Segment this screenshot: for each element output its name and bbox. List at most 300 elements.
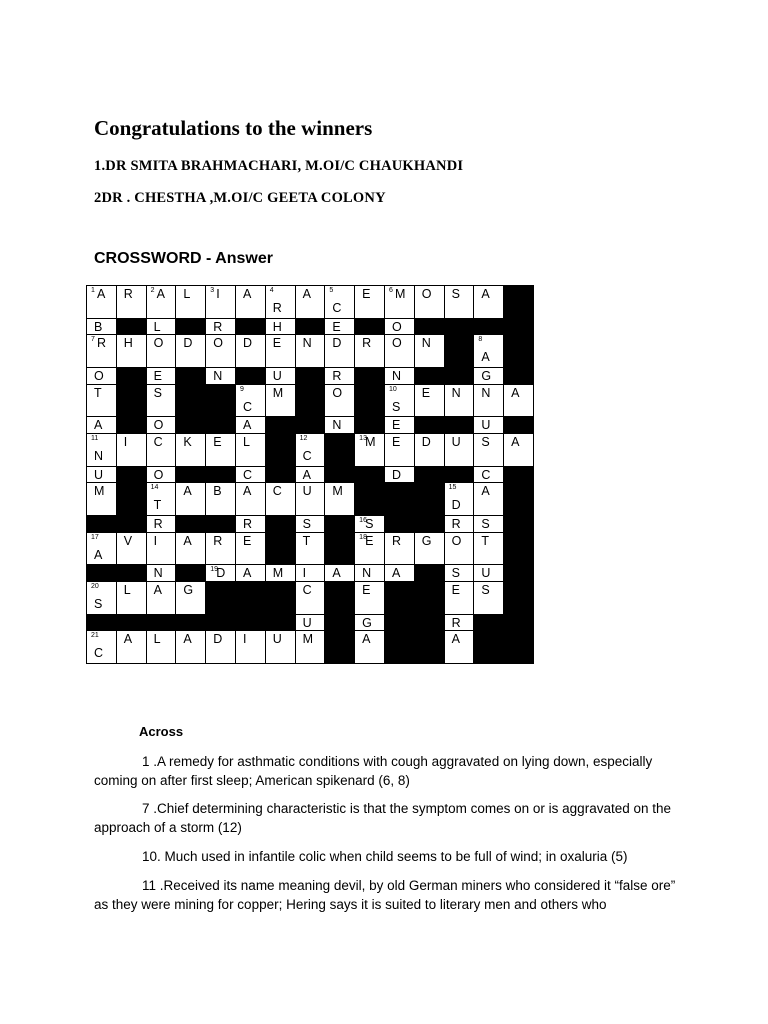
letter-cell	[176, 532, 206, 565]
black-cell	[444, 318, 474, 335]
cell-letter: R	[242, 516, 253, 531]
clue-number: 14	[150, 484, 159, 492]
cell-letter: R	[272, 301, 282, 315]
letter-cell	[206, 318, 236, 335]
letter-cell	[176, 434, 206, 467]
black-cell	[265, 614, 295, 631]
cell-letter: N	[332, 418, 342, 433]
black-cell	[325, 434, 355, 467]
letter-cell	[444, 286, 474, 319]
cell-letter: A	[391, 566, 401, 581]
cell-letter: E	[365, 533, 374, 548]
black-cell	[474, 614, 504, 631]
cell-letter: B	[94, 319, 103, 334]
letter-cell	[235, 565, 265, 582]
cell-letter: L	[153, 319, 161, 334]
letter-cell	[325, 384, 355, 417]
cell-letter: A	[451, 632, 460, 647]
letter-cell	[444, 565, 474, 582]
black-cell	[265, 532, 295, 565]
cell-letter: E	[242, 533, 252, 548]
cell-letter: A	[183, 533, 192, 548]
letter-cell	[355, 286, 385, 319]
letter-cell	[325, 367, 355, 384]
letter-cell	[504, 384, 534, 417]
cell-letter: R	[362, 336, 372, 351]
black-cell	[176, 367, 206, 384]
black-cell	[384, 515, 414, 532]
black-cell	[325, 614, 355, 631]
letter-cell	[146, 335, 176, 368]
letter-cell	[146, 286, 176, 319]
cell-letter: T	[481, 533, 489, 548]
black-cell	[235, 614, 265, 631]
black-cell	[265, 434, 295, 467]
letter-cell	[87, 335, 117, 368]
letter-cell	[87, 318, 117, 335]
cell-letter: N	[481, 385, 491, 400]
black-cell	[176, 565, 206, 582]
cell-letter: A	[156, 287, 165, 301]
across-clue-7: 7 .Chief determining characteristic is that the symptom comes on or is aggravated on the approach of a storm (12)	[94, 801, 672, 835]
clue-number: 8	[478, 336, 483, 344]
grid-row	[87, 631, 534, 664]
cell-letter: S	[481, 583, 490, 598]
cell-letter: A	[153, 583, 162, 598]
black-cell	[265, 582, 295, 615]
letter-cell	[384, 367, 414, 384]
cell-letter: A	[481, 350, 490, 365]
black-cell	[504, 367, 534, 384]
black-cell	[414, 466, 444, 483]
letter-cell	[146, 582, 176, 615]
cell-letter: R	[213, 319, 223, 334]
letter-cell	[444, 582, 474, 615]
cell-letter: U	[272, 632, 282, 647]
letter-cell	[474, 417, 504, 434]
black-cell	[295, 417, 325, 434]
cell-letter: C	[302, 449, 312, 464]
letter-cell	[116, 434, 146, 467]
letter-cell	[444, 631, 474, 664]
cell-letter: R	[451, 516, 461, 531]
cell-letter: A	[511, 385, 520, 400]
letter-cell	[176, 582, 206, 615]
letter-cell	[444, 532, 474, 565]
letter-cell	[384, 384, 414, 417]
cell-letter: C	[242, 467, 253, 482]
letter-cell	[414, 286, 444, 319]
cell-letter: B	[213, 484, 222, 499]
letter-cell	[87, 367, 117, 384]
cell-letter: G	[481, 368, 492, 383]
black-cell	[116, 417, 146, 434]
cell-letter: E	[391, 435, 401, 450]
cell-letter: S	[302, 516, 311, 531]
cell-letter: C	[272, 484, 282, 499]
letter-cell	[206, 532, 236, 565]
cell-letter: I	[123, 435, 128, 450]
letter-cell	[355, 434, 385, 467]
letter-cell	[474, 286, 504, 319]
letter-cell	[414, 335, 444, 368]
clue-number: 1	[91, 287, 95, 294]
letter-cell	[355, 631, 385, 664]
letter-cell	[325, 483, 355, 516]
clue-number: 18	[359, 533, 367, 541]
cell-letter: S	[365, 516, 374, 531]
letter-cell	[474, 434, 504, 467]
cell-letter: N	[94, 449, 104, 464]
black-cell	[116, 515, 146, 532]
letter-cell	[384, 335, 414, 368]
cell-letter: T	[94, 385, 102, 400]
cell-letter: E	[362, 287, 371, 301]
letter-cell	[235, 483, 265, 516]
cell-letter: A	[242, 287, 252, 301]
letter-cell	[87, 483, 117, 516]
black-cell	[414, 367, 444, 384]
letter-cell	[474, 532, 504, 565]
clue-number: 17	[91, 533, 99, 541]
cell-letter: D	[421, 435, 431, 450]
letter-cell	[235, 515, 265, 532]
grid-row	[87, 318, 534, 335]
letter-cell	[206, 565, 236, 582]
letter-cell	[146, 515, 176, 532]
cell-letter: M	[94, 484, 105, 499]
black-cell	[87, 515, 117, 532]
black-cell	[295, 384, 325, 417]
letter-cell	[146, 367, 176, 384]
letter-cell	[414, 434, 444, 467]
cell-letter: A	[97, 287, 106, 301]
black-cell	[176, 466, 206, 483]
letter-cell	[116, 532, 146, 565]
black-cell	[504, 466, 534, 483]
letter-cell	[355, 582, 385, 615]
grid-row	[87, 434, 534, 467]
cell-letter: S	[94, 597, 103, 612]
crossword-grid	[86, 285, 534, 664]
cell-letter: R	[332, 368, 342, 383]
clue-number: 15	[448, 484, 457, 492]
black-cell	[116, 367, 146, 384]
cell-letter: E	[272, 336, 282, 351]
cell-letter: I	[216, 287, 220, 301]
letter-cell	[295, 631, 325, 664]
cell-letter: A	[481, 484, 490, 499]
crossword-heading: CROSSWORD - Answer	[94, 250, 273, 267]
black-cell	[384, 631, 414, 664]
cell-letter: A	[511, 435, 520, 450]
letter-cell	[384, 318, 414, 335]
across-clue-1: 1 .A remedy for asthmatic conditions with cough aggravated on lying down, especially coming on after first sleep; American spikenard (6, 8)	[94, 754, 653, 788]
cell-letter: N	[421, 336, 431, 351]
letter-cell	[265, 565, 295, 582]
letter-cell	[87, 286, 117, 319]
cell-letter: G	[183, 583, 194, 598]
letter-cell	[325, 565, 355, 582]
cell-letter: S	[153, 385, 162, 400]
black-cell	[504, 582, 534, 615]
grid-row	[87, 515, 534, 532]
cell-letter: D	[183, 336, 193, 351]
clue-number: 4	[269, 287, 274, 294]
letter-cell	[146, 631, 176, 664]
black-cell	[414, 417, 444, 434]
black-cell	[206, 384, 236, 417]
clue-number: 2	[150, 287, 155, 294]
letter-cell	[444, 384, 474, 417]
letter-cell	[384, 417, 414, 434]
letter-cell	[474, 483, 504, 516]
black-cell	[176, 614, 206, 631]
cell-letter: E	[421, 385, 431, 400]
letter-cell	[444, 434, 474, 467]
cell-letter: D	[391, 467, 401, 482]
black-cell	[325, 466, 355, 483]
grid-row	[87, 582, 534, 615]
letter-cell	[206, 434, 236, 467]
cell-letter: S	[451, 287, 460, 301]
letter-cell	[414, 384, 444, 417]
cell-letter: E	[451, 583, 460, 598]
letter-cell	[87, 434, 117, 467]
black-cell	[325, 532, 355, 565]
letter-cell	[384, 532, 414, 565]
letter-cell	[235, 417, 265, 434]
black-cell	[176, 417, 206, 434]
winner-2: 2DR . CHESTHA ,M.OI/C GEETA COLONY	[94, 190, 386, 206]
cell-letter: M	[272, 385, 284, 400]
clue-number: 16	[359, 516, 367, 524]
cell-letter: A	[183, 484, 192, 499]
across-clue-10: 10. Much used in infantile colic when child seems to be full of wind; in oxaluria (5)	[142, 849, 628, 864]
clue-number: 10	[388, 385, 397, 393]
letter-cell	[355, 614, 385, 631]
letter-cell	[146, 318, 176, 335]
cell-letter: R	[213, 533, 223, 548]
letter-cell	[265, 318, 295, 335]
black-cell	[265, 515, 295, 532]
black-cell	[176, 384, 206, 417]
cell-letter: E	[213, 435, 222, 450]
cell-letter: D	[213, 632, 223, 647]
black-cell	[504, 614, 534, 631]
cell-letter: O	[421, 287, 432, 301]
black-cell	[355, 367, 385, 384]
cell-letter: A	[94, 418, 103, 433]
black-cell	[206, 614, 236, 631]
letter-cell	[146, 417, 176, 434]
letter-cell	[295, 532, 325, 565]
cell-letter: I	[302, 566, 307, 581]
grid-row	[87, 532, 534, 565]
black-cell	[414, 318, 444, 335]
black-cell	[355, 483, 385, 516]
black-cell	[325, 631, 355, 664]
letter-cell	[474, 565, 504, 582]
black-cell	[116, 384, 146, 417]
cell-letter: E	[153, 368, 162, 383]
cell-letter: A	[94, 547, 103, 562]
winner-1: 1.DR SMITA BRAHMACHARI, M.OI/C CHAUKHANDI	[94, 158, 464, 174]
cell-letter: S	[481, 435, 490, 450]
black-cell	[265, 466, 295, 483]
letter-cell	[146, 483, 176, 516]
black-cell	[206, 466, 236, 483]
cell-letter: U	[481, 566, 491, 581]
black-cell	[444, 466, 474, 483]
black-cell	[235, 318, 265, 335]
letter-cell	[235, 532, 265, 565]
letter-cell	[355, 515, 385, 532]
letter-cell	[444, 614, 474, 631]
letter-cell	[355, 565, 385, 582]
letter-cell	[146, 434, 176, 467]
letter-cell	[87, 532, 117, 565]
cell-letter: C	[332, 301, 342, 315]
letter-cell	[146, 384, 176, 417]
letter-cell	[384, 565, 414, 582]
cell-letter: D	[242, 336, 253, 351]
letter-cell	[235, 466, 265, 483]
letter-cell	[295, 483, 325, 516]
black-cell	[384, 614, 414, 631]
letter-cell	[444, 483, 474, 516]
black-cell	[414, 483, 444, 516]
letter-cell	[146, 532, 176, 565]
cell-letter: S	[481, 516, 490, 531]
cell-letter: T	[302, 533, 311, 548]
cell-letter: E	[332, 319, 341, 334]
cell-letter: R	[123, 287, 133, 301]
cell-letter: A	[183, 632, 192, 647]
cell-letter: A	[362, 632, 371, 647]
black-cell	[444, 417, 474, 434]
cell-letter: G	[421, 533, 432, 548]
cell-letter: A	[123, 632, 133, 647]
cell-letter: D	[216, 566, 226, 581]
black-cell	[504, 318, 534, 335]
letter-cell	[206, 335, 236, 368]
cell-letter: N	[362, 566, 372, 581]
page-title: Congratulations to the winners	[94, 116, 373, 140]
black-cell	[87, 614, 117, 631]
letter-cell	[206, 631, 236, 664]
cell-letter: R	[451, 615, 461, 630]
cell-letter: C	[153, 435, 163, 450]
letter-cell	[504, 434, 534, 467]
letter-cell	[325, 417, 355, 434]
letter-cell	[206, 286, 236, 319]
cell-letter: U	[451, 435, 461, 450]
cell-letter: H	[272, 319, 282, 334]
cell-letter: N	[302, 336, 312, 351]
letter-cell	[295, 614, 325, 631]
letter-cell	[444, 515, 474, 532]
black-cell	[235, 582, 265, 615]
black-cell	[504, 483, 534, 516]
cell-letter: C	[481, 467, 491, 482]
letter-cell	[295, 434, 325, 467]
letter-cell	[87, 582, 117, 615]
black-cell	[504, 532, 534, 565]
cell-letter: I	[242, 632, 247, 647]
cell-letter: E	[362, 583, 371, 598]
cell-letter: U	[481, 418, 491, 433]
black-cell	[444, 367, 474, 384]
black-cell	[414, 614, 444, 631]
black-cell	[384, 582, 414, 615]
grid-row	[87, 384, 534, 417]
letter-cell	[295, 335, 325, 368]
cell-letter: H	[123, 336, 133, 351]
cell-letter: A	[242, 418, 252, 433]
clue-number: 21	[91, 632, 99, 640]
black-cell	[504, 515, 534, 532]
letter-cell	[146, 565, 176, 582]
letter-cell	[265, 384, 295, 417]
across-clue-11: 11 .Received its name meaning devil, by old German miners who considered it “false ore” as they were mining for copper; Hering says it is suited to literary men and others who	[94, 878, 676, 912]
black-cell	[355, 384, 385, 417]
letter-cell	[235, 434, 265, 467]
letter-cell	[384, 466, 414, 483]
letter-cell	[474, 367, 504, 384]
letter-cell	[176, 631, 206, 664]
cell-letter: L	[123, 583, 131, 598]
cell-letter: C	[302, 583, 312, 598]
cell-letter: O	[391, 336, 402, 351]
cell-letter: O	[94, 368, 104, 383]
cell-letter: N	[153, 566, 163, 581]
cell-letter: R	[97, 336, 107, 351]
cell-letter: N	[213, 368, 223, 383]
cell-letter: C	[242, 399, 253, 414]
letter-cell	[176, 483, 206, 516]
cell-letter: D	[332, 336, 342, 351]
black-cell	[504, 417, 534, 434]
letter-cell	[265, 335, 295, 368]
grid-row	[87, 367, 534, 384]
grid-row	[87, 335, 534, 368]
letter-cell	[474, 466, 504, 483]
clue-number: 11	[91, 435, 99, 443]
cell-letter: E	[391, 418, 401, 433]
cell-letter: O	[153, 336, 164, 351]
black-cell	[355, 466, 385, 483]
clue-number: 13	[359, 435, 367, 443]
clue-number: 19	[210, 566, 218, 574]
letter-cell	[474, 515, 504, 532]
letter-cell	[206, 367, 236, 384]
letter-cell	[384, 434, 414, 467]
across-heading: Across	[139, 724, 184, 739]
cell-letter: R	[391, 533, 401, 548]
letter-cell	[265, 483, 295, 516]
black-cell	[116, 565, 146, 582]
cell-letter: S	[391, 399, 401, 414]
letter-cell	[384, 286, 414, 319]
cell-letter: M	[394, 287, 406, 301]
black-cell	[206, 582, 236, 615]
letter-cell	[235, 631, 265, 664]
letter-cell	[355, 532, 385, 565]
black-cell	[116, 483, 146, 516]
black-cell	[116, 614, 146, 631]
cell-letter: A	[242, 566, 252, 581]
